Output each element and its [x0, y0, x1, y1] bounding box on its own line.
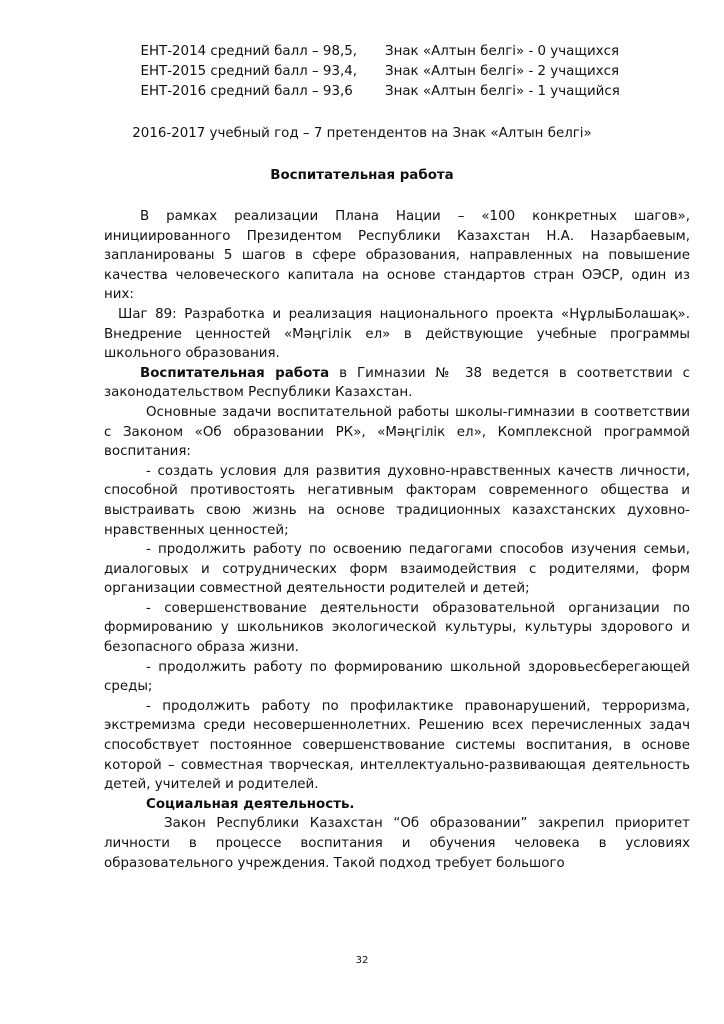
altyn-belgi-count-2014: Знак «Алтын белгі» - 0 учащихся: [385, 44, 620, 59]
law-paragraph: Закон Республики Казахстан “Об образовании” закрепил приоритет личности в процессе воспитания и обучения человека в условиях образовательного учреждения. Такой подход требует большого: [104, 816, 690, 871]
task-item: - продолжить работу по освоению педагогами способов изучения семьи, диалоговых и сотруднических форм взаимодействия с родителями, форм организации совместной деятельности родителей и детей;: [104, 542, 690, 597]
page-number: 32: [355, 955, 369, 966]
task-item: - продолжить работу по формированию школьной здоровьесберегающей среды;: [104, 659, 690, 695]
ent-score-2015: ЕНТ-2015 средний балл – 93,4,: [140, 64, 357, 79]
altyn-belgi-count-2016: Знак «Алтын белгі» - 1 учащийся: [385, 84, 620, 99]
task-item: - создать условия для развития духовно-нравственных качеств личности, способной противостоять негативным факторам современного общества и выстраивать свою жизнь на основе традиционных казахстанских духовно- нравственных ценностей;: [104, 463, 690, 538]
altyn-belgi-count-2015: Знак «Алтын белгі» - 2 учащихся: [385, 64, 620, 79]
ent-score-2016: ЕНТ-2016 средний балл – 93,6: [140, 84, 357, 99]
education-work-lead: Воспитательная работа: [140, 365, 330, 381]
education-work-paragraph: [104, 364, 690, 403]
ent-score-2014: ЕНТ-2014 средний балл – 98,5,: [140, 44, 357, 59]
ent-result-row-2016: [0, 82, 724, 102]
section-title: Воспитательная работа: [270, 168, 454, 183]
ent-result-row-2014: [0, 42, 724, 62]
candidates-line: 2016-2017 учебный год – 7 претендентов на Знак «Алтын белгі»: [132, 126, 592, 141]
main-tasks-paragraph: Основные задачи воспитательной работы школы-гимназии в соответствии с Законом «Об образовании РК», «Мәңгілік ел», Комплексной программой воспитания:: [104, 404, 690, 460]
plan-intro-paragraph: В рамках реализации Плана Нации – «100 конкретных шагов», инициированного Президентом Республики Казахстан Н.А. Назарбаевым, запланированы 5 шагов в сфере образования, направленных на повышение качества человеческого капитала на основе стандартов стран ОЭСР, один из них:: [104, 209, 690, 303]
social-activity-heading: Социальная деятельность.: [146, 796, 355, 812]
task-item: - совершенствование деятельности образовательной организации по формированию у школьников экологической культуры, культуры здорового и безопасного образа жизни.: [104, 600, 690, 656]
step-89-paragraph: Шаг 89: Разработка и реализация национального проекта «НұрлыБолашақ». Внедрение ценностей «Мәңгілік ел» в действующие учебные программы школьного образования.: [104, 306, 690, 362]
body-text: [104, 207, 690, 873]
ent-result-row-2015: [0, 62, 724, 82]
ent-results-block: [0, 42, 724, 102]
task-item: - продолжить работу по профилактике правонарушений, терроризма, экстремизма среди несовершеннолетних. Решению всех перечисленных задач способствует постоянное совершенствование системы воспитания, в основе которой – совместная творческая, интеллектуально-развивающая деятельность детей, учителей и родителей.: [104, 698, 690, 793]
education-work-text: в Гимназии № 38 ведется в соответствии с законодательством Республики Казахстан.: [104, 365, 690, 401]
